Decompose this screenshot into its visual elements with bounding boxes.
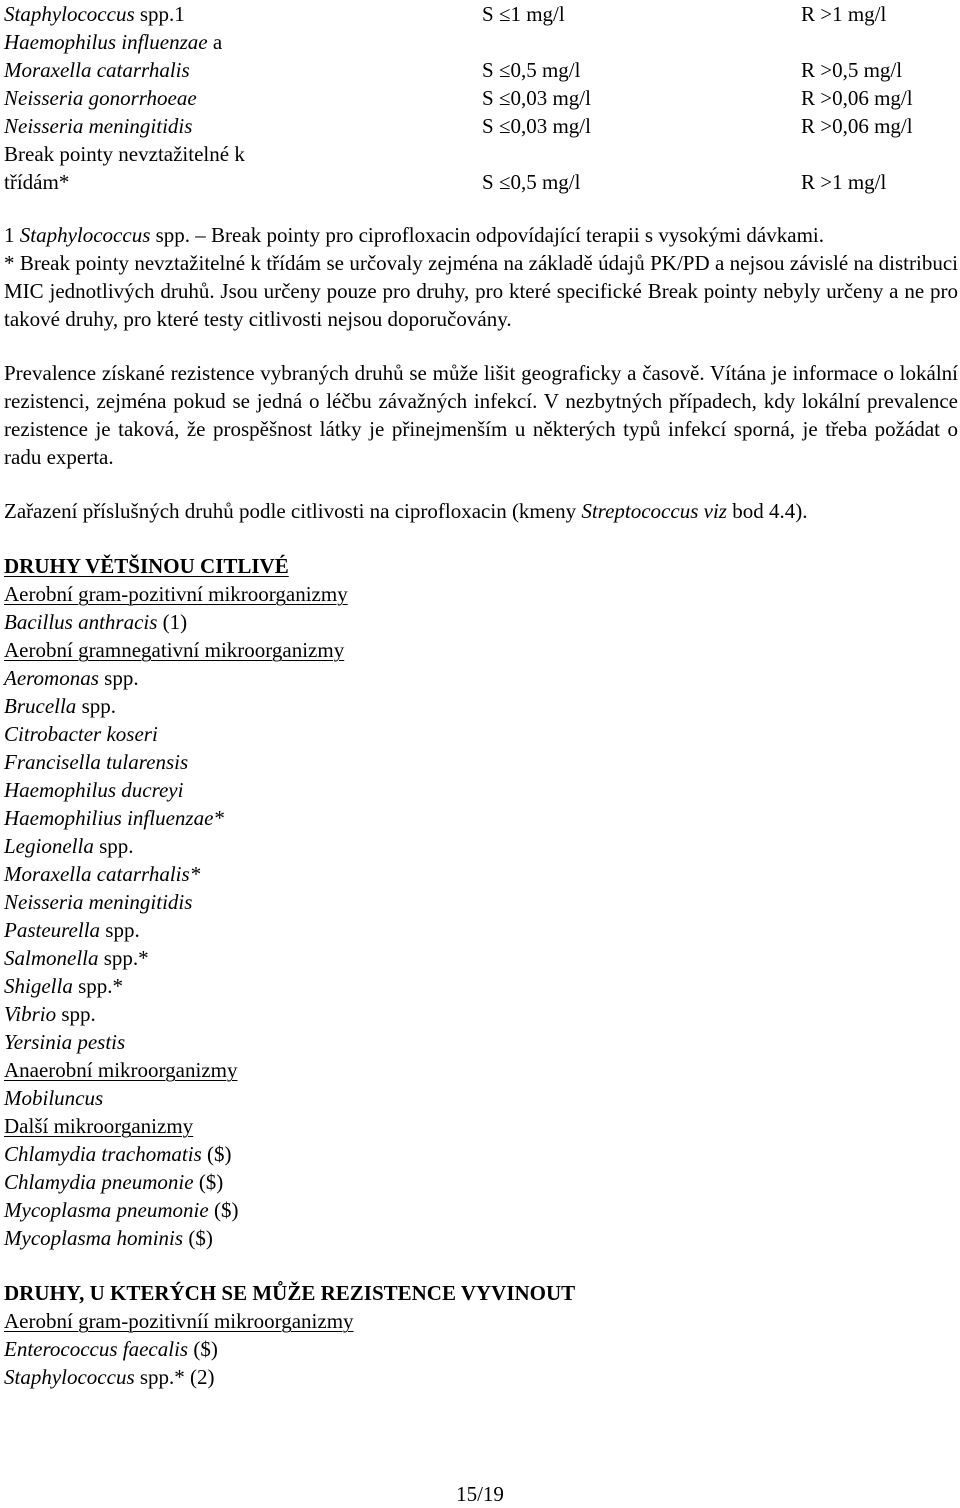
species-note: ($) <box>193 1170 224 1194</box>
classification-genus: Streptococcus <box>581 499 699 523</box>
species-note: spp. <box>98 666 139 690</box>
breakpoint-resistant: R >0,5 mg/l <box>801 58 903 82</box>
resistance-species-list <box>4 1307 958 1391</box>
classification-sentence <box>4 497 958 525</box>
breakpoint-resistant: R >0,06 mg/l <box>801 114 913 138</box>
footnote-1-number: 1 <box>4 223 20 247</box>
species-name: Aeromonas <box>4 666 99 690</box>
species-note: spp.* <box>98 946 149 970</box>
species-name: Staphylococcus <box>4 1365 135 1389</box>
organism-group-label: Aerobní gram-pozitivní mikroorganizmy <box>4 582 348 606</box>
species-name: Mycoplasma hominis <box>4 1226 184 1250</box>
breakpoint-row <box>4 28 958 56</box>
breakpoint-susceptible: S ≤0,5 mg/l <box>482 58 581 82</box>
species-name: Legionella <box>4 834 94 858</box>
breakpoint-susceptible: S ≤0,03 mg/l <box>482 114 591 138</box>
document-page <box>4 0 958 1391</box>
species-note: ($) <box>208 1198 239 1222</box>
organism-group <box>4 1307 958 1335</box>
species-name: Vibrio <box>4 1002 57 1026</box>
breakpoint-row <box>4 56 958 84</box>
organism-group-label: Další mikroorganizmy <box>4 1114 194 1138</box>
species-item <box>4 692 958 720</box>
species-name: Haemophilius influenzae* <box>4 806 224 830</box>
species-item <box>4 804 958 832</box>
breakpoint-organism <box>4 56 190 84</box>
breakpoint-row <box>4 112 958 140</box>
organism-suffix: třídám* <box>4 170 70 194</box>
breakpoint-susceptible: S ≤0,5 mg/l <box>482 170 581 194</box>
breakpoint-row <box>4 140 958 168</box>
organism-group-label: Aerobní gram-pozitivníí mikroorganizmy <box>4 1309 354 1333</box>
species-name: Bacillus anthracis <box>4 610 158 634</box>
species-name: Moraxella catarrhalis* <box>4 862 201 886</box>
species-name: Yersinia pestis <box>4 1030 126 1054</box>
organism-group-label: Anaerobní mikroorganizmy <box>4 1058 238 1082</box>
species-item <box>4 720 958 748</box>
species-note: (1) <box>157 610 188 634</box>
breakpoint-row <box>4 168 958 196</box>
breakpoint-resistant: R >1 mg/l <box>801 2 887 26</box>
footnote-star: * Break pointy nevztažitelné k třídám se určovaly zejména na základě údajů PK/PD a nejsou závislé na distribuci MIC jednotlivých druhů. Jsou určeny pouze pro druhy, pro které specifické Break pointy nebyly určeny a ne pro takové druhy, pro které testy citlivosti nejsou doporučovány. <box>4 251 958 331</box>
breakpoint-organism <box>4 140 245 168</box>
organism-suffix: spp.1 <box>134 2 185 26</box>
classification-viz: viz <box>703 499 727 523</box>
species-name: Haemophilus ducreyi <box>4 778 184 802</box>
breakpoint-organism <box>4 0 185 28</box>
organism-name: Moraxella catarrhalis <box>4 58 190 82</box>
section-heading-sensitive: DRUHY VĚTŠINOU CITLIVÉ <box>4 554 289 578</box>
breakpoint-table <box>4 0 958 196</box>
species-item <box>4 916 958 944</box>
footnote-1-text: spp. – Break pointy pro ciprofloxacin odpovídající terapii s vysokými dávkami. <box>150 223 824 247</box>
breakpoint-susceptible: S ≤0,03 mg/l <box>482 86 591 110</box>
species-name: Neisseria meningitidis <box>4 890 193 914</box>
organism-name: Haemophilus influenzae <box>4 30 208 54</box>
breakpoint-susceptible: S ≤1 mg/l <box>482 2 565 26</box>
species-item <box>4 972 958 1000</box>
species-name: Enterococcus faecalis <box>4 1337 189 1361</box>
prevalence-paragraph: Prevalence získané rezistence vybraných druhů se může lišit geograficky a časově. Vítána je informace o lokální rezistenci, zejména pokud se jedná o léčbu závažných infekcí. V nezbytných případech, kdy lokální prevalence rezistence je taková, že prospěšnost látky je přinejmenším u některých typů infekcí sporná, je třeba požádat o radu experta. <box>4 361 958 469</box>
species-item <box>4 664 958 692</box>
breakpoint-row <box>4 0 958 28</box>
species-name: Francisella tularensis <box>4 750 189 774</box>
classification-prefix: Zařazení příslušných druhů podle citlivosti na ciprofloxacin (kmeny <box>4 499 582 523</box>
footnote-1 <box>4 221 958 249</box>
organism-name: Neisseria gonorrhoeae <box>4 86 197 110</box>
species-name: Brucella <box>4 694 77 718</box>
species-note: spp. <box>100 918 140 942</box>
species-item <box>4 832 958 860</box>
species-item <box>4 1000 958 1028</box>
species-note: ($) <box>183 1226 213 1250</box>
species-note: spp. <box>76 694 116 718</box>
species-item <box>4 748 958 776</box>
species-note: spp.* (2) <box>134 1365 215 1389</box>
species-note: ($) <box>188 1337 218 1361</box>
organism-suffix: Break pointy nevztažitelné k <box>4 142 245 166</box>
species-item <box>4 1335 958 1363</box>
species-item <box>4 1168 958 1196</box>
breakpoint-organism <box>4 112 192 140</box>
breakpoint-organism <box>4 28 222 56</box>
organism-group <box>4 636 958 664</box>
species-item <box>4 1363 958 1391</box>
organism-group <box>4 580 958 608</box>
species-note: spp.* <box>72 974 124 998</box>
species-name: Chlamydia pneumonie <box>4 1170 194 1194</box>
organism-suffix: a <box>207 30 223 54</box>
species-name: Salmonella <box>4 946 99 970</box>
organism-group <box>4 1112 958 1140</box>
species-name: Citrobacter koseri <box>4 722 158 746</box>
species-name: Mycoplasma pneumonie <box>4 1198 209 1222</box>
species-item <box>4 860 958 888</box>
breakpoint-organism <box>4 168 69 196</box>
species-name: Shigella <box>4 974 73 998</box>
species-note: ($) <box>201 1142 232 1166</box>
species-name: Mobiluncus <box>4 1086 104 1110</box>
page-number: 15/19 <box>456 1482 504 1506</box>
organism-name: Staphylococcus <box>4 2 135 26</box>
organism-name: Neisseria meningitidis <box>4 114 193 138</box>
species-item <box>4 1140 958 1168</box>
species-name: Pasteurella <box>4 918 101 942</box>
species-item <box>4 1028 958 1056</box>
species-item <box>4 888 958 916</box>
breakpoint-resistant: R >0,06 mg/l <box>801 86 913 110</box>
species-item <box>4 608 958 636</box>
organism-group <box>4 1056 958 1084</box>
breakpoint-row <box>4 84 958 112</box>
species-item <box>4 1084 958 1112</box>
section-heading-resistance: DRUHY, U KTERÝCH SE MŮŽE REZISTENCE VYVINOUT <box>4 1281 576 1305</box>
species-item <box>4 1196 958 1224</box>
species-item <box>4 1224 958 1252</box>
species-item <box>4 776 958 804</box>
classification-suffix: bod 4.4). <box>726 499 808 523</box>
breakpoint-organism <box>4 84 197 112</box>
footnote-1-genus: Staphylococcus <box>19 223 151 247</box>
species-name: Chlamydia trachomatis <box>4 1142 202 1166</box>
species-note: spp. <box>56 1002 96 1026</box>
organism-group-label: Aerobní gramnegativní mikroorganizmy <box>4 638 345 662</box>
breakpoint-resistant: R >1 mg/l <box>801 170 887 194</box>
sensitive-species-list <box>4 580 958 1252</box>
species-item <box>4 944 958 972</box>
species-note: spp. <box>93 834 134 858</box>
